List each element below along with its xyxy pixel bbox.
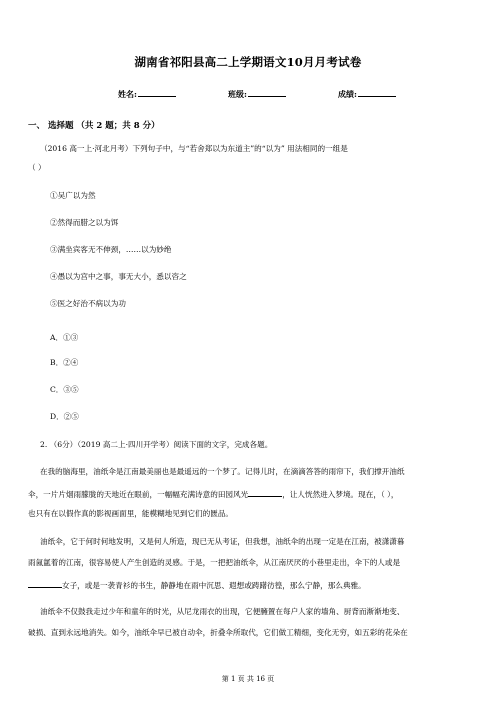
q1-stem-text: （2016 高一上·河北月考）下列句子中，与“若舍郑以为东道主”的“以为” 用法相同的一组是: [40, 144, 348, 153]
class-label: 班级:: [228, 89, 247, 99]
q2-blank-2[interactable]: [28, 579, 62, 588]
q2-p3-line1: 油纸伞不仅鼓我走过少年和童年的时光，从尼龙雨衣的出现，它便臃置在每户人家的墙角、厨背而渐渐地变、: [40, 607, 405, 616]
page-footer: 第 1 页 共 16 页: [221, 675, 275, 683]
q1-stem-line1: [40, 144, 348, 154]
q1-option-d[interactable]: D．②⑤: [50, 412, 79, 421]
q1-item-5: ⑤医之好治不病以为功: [50, 299, 126, 308]
page-title: 湖南省祁阳县高二上学期语文10月月考试卷: [134, 55, 362, 69]
name-label: 姓名:: [118, 89, 137, 99]
q2-p1-line2: [28, 488, 399, 500]
q2-p2-line3-b: 女子，或是一袭青衫的书生，静静地在雨中沉思、遐想或踌躇彷徨，那么宁静，那么典雅。: [62, 581, 366, 590]
q2-p2-line1: 油纸伞，它于何时何地发明，又是何人所造，现已无从考证，但我想，油纸伞的出现一定是在江南，被潇潇暮: [40, 537, 405, 546]
q2-p1-line2-a: 伞，一片片烟雨朦胧的天地近在眼前，一幅幅充满诗意的田园风光: [28, 490, 249, 499]
q2-p1-line2-b: ，让人恍然进入梦境。现在，（ ），: [282, 490, 399, 499]
score-label: 成绩:: [338, 89, 357, 99]
q1-option-b[interactable]: B．②④: [50, 358, 79, 367]
q1-item-3: ③满坐宾客无不伸颈，……以为妙绝: [50, 245, 172, 254]
q1-item-1: ①吴广以为然: [50, 191, 96, 200]
name-blank: [138, 88, 176, 97]
q2-p3-line2: 破损、直到永远地消失。如今，油纸伞早已被自动伞，折叠伞所取代，它们做工精细，变化无穷，如五彩的花朵在: [28, 628, 408, 637]
q2-p1-line3: 也只有在以假作真的影视画面里，能模糊地见到它们的匮品。: [28, 509, 234, 518]
q1-option-c[interactable]: C．③⑤: [50, 385, 79, 394]
score-field: [338, 88, 396, 100]
q2-p2-line2: 雨氤氲着的江南，很容易使人产生创造的灵感。于是，一把把油纸伞，从江南厌厌的小巷里走出，伞下的人或是: [28, 558, 401, 567]
q2-p1-line1: 在我的脑海里，油纸伞是江南最美丽也是最遥远的一个梦了。记得儿时，在滴滴答答的雨帘下，我们撑开油纸: [40, 467, 405, 476]
q1-option-a[interactable]: A．①③: [50, 333, 79, 342]
class-field: [228, 88, 286, 100]
q1-item-2: ②然得而腊之以为饵: [50, 218, 119, 227]
q1-item-4: ④愚以为宫中之事，事无大小，悉以咨之: [50, 272, 187, 281]
name-field: [118, 88, 176, 100]
q2-stem: （2019 高二上·四川开学考）阅读下面的文字，完成各题。: [77, 440, 273, 449]
q2-number: 2. （6分）: [40, 440, 78, 449]
q2-blank-1[interactable]: [248, 488, 282, 497]
section-heading: 一、 选择题 （共 2 题；共 8 分）: [28, 121, 160, 131]
q2-header: [40, 440, 272, 450]
q2-p2-line3: [28, 579, 366, 591]
class-blank: [248, 88, 286, 97]
score-blank: [358, 88, 396, 97]
q1-stem-line2: （ ）: [28, 163, 46, 172]
